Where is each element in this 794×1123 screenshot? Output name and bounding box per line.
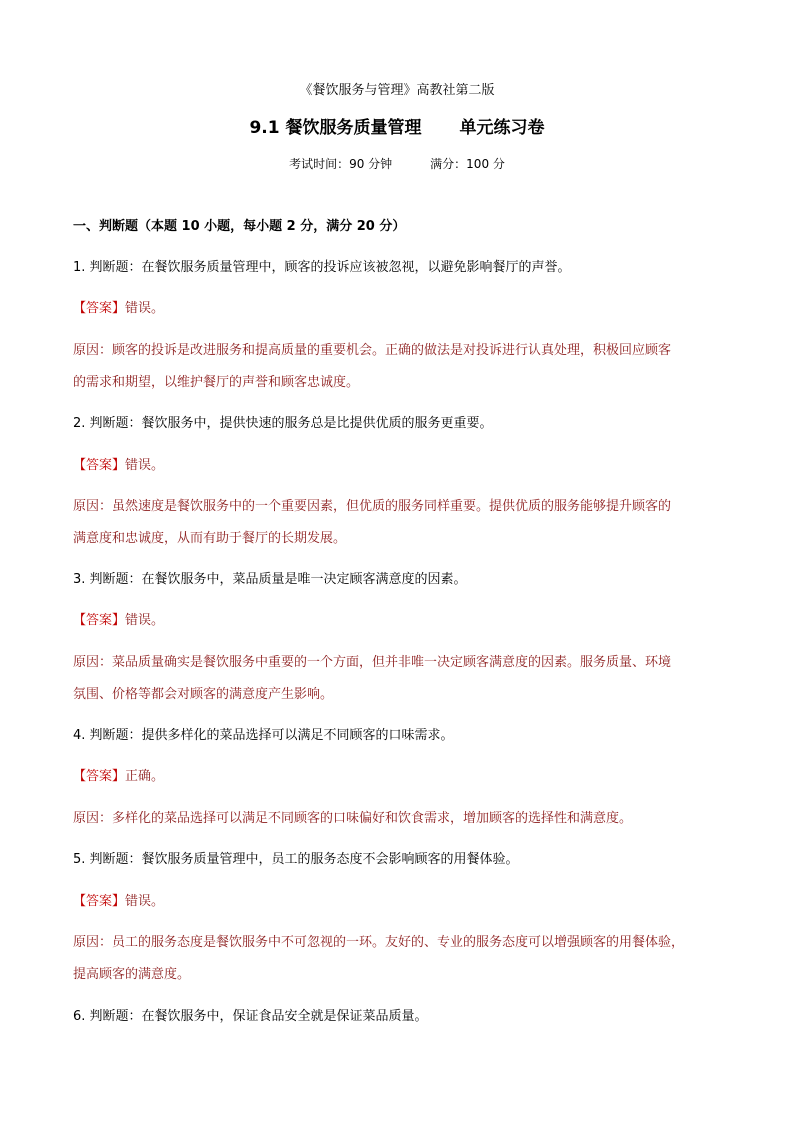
section-heading: 一、判断题（本题 10 小题，每小题 2 分，满分 20 分） bbox=[73, 219, 406, 234]
reason-1-line-2: 的需求和期望，以维护餐厅的声誉和顾客忠诚度。 bbox=[73, 375, 360, 390]
question-6: 6. 判断题：在餐饮服务中，保证食品安全就是保证菜品质量。 bbox=[73, 1009, 428, 1024]
reason-5-line-1: 原因：员工的服务态度是餐饮服务中不可忽视的一环。友好的、专业的服务态度可以增强顾客的用餐体验， bbox=[73, 935, 685, 950]
question-1: 1. 判断题：在餐饮服务质量管理中，顾客的投诉应该被忽视，以避免影响餐厅的声誉。 bbox=[73, 260, 571, 275]
question-5: 5. 判断题：餐饮服务质量管理中，员工的服务态度不会影响顾客的用餐体验。 bbox=[73, 852, 519, 867]
title-left: 9.1 餐饮服务质量管理 bbox=[249, 118, 422, 138]
answer-tag: 【答案】 bbox=[73, 769, 126, 784]
reason-4-line-1: 原因：多样化的菜品选择可以满足不同顾客的口味偏好和饮食需求，增加顾客的选择性和满意度。 bbox=[73, 811, 633, 826]
answer-4 bbox=[73, 768, 733, 786]
answer-1 bbox=[73, 300, 733, 318]
answer-tag: 【答案】 bbox=[73, 301, 126, 316]
answer-tag: 【答案】 bbox=[73, 613, 126, 628]
answer-3 bbox=[73, 612, 733, 630]
course-subtitle: 《餐饮服务与管理》高教社第二版 bbox=[299, 83, 495, 98]
question-3: 3. 判断题：在餐饮服务中，菜品质量是唯一决定顾客满意度的因素。 bbox=[73, 572, 467, 587]
answer-value: 错误。 bbox=[125, 458, 165, 473]
exam-time: 考试时间：90 分钟 bbox=[289, 157, 393, 171]
question-2: 2. 判断题：餐饮服务中，提供快速的服务总是比提供优质的服务更重要。 bbox=[73, 416, 493, 431]
title-right: 单元练习卷 bbox=[459, 118, 545, 138]
answer-value: 错误。 bbox=[125, 613, 165, 628]
reason-2-line-1: 原因：虽然速度是餐饮服务中的一个重要因素，但优质的服务同样重要。提供优质的服务能够提升顾客的 bbox=[73, 499, 672, 514]
reason-3-line-2: 氛围、价格等都会对顾客的满意度产生影响。 bbox=[73, 687, 334, 702]
page-title bbox=[0, 116, 794, 140]
reason-3-line-1: 原因：菜品质量确实是餐饮服务中重要的一个方面，但并非唯一决定顾客满意度的因素。服务质量、环境 bbox=[73, 655, 672, 670]
answer-value: 错误。 bbox=[125, 894, 165, 909]
exam-meta bbox=[0, 155, 794, 173]
reason-1-line-1: 原因：顾客的投诉是改进服务和提高质量的重要机会。正确的做法是对投诉进行认真处理，积极回应顾客 bbox=[73, 343, 672, 358]
question-4: 4. 判断题：提供多样化的菜品选择可以满足不同顾客的口味需求。 bbox=[73, 728, 454, 743]
answer-value: 正确。 bbox=[125, 769, 165, 784]
exam-score: 满分：100 分 bbox=[430, 157, 505, 171]
answer-tag: 【答案】 bbox=[73, 894, 126, 909]
answer-2 bbox=[73, 457, 733, 475]
reason-2-line-2: 满意度和忠诚度，从而有助于餐厅的长期发展。 bbox=[73, 531, 347, 546]
reason-5-line-2: 提高顾客的满意度。 bbox=[73, 967, 191, 982]
answer-value: 错误。 bbox=[125, 301, 165, 316]
answer-5 bbox=[73, 893, 733, 911]
answer-tag: 【答案】 bbox=[73, 458, 126, 473]
